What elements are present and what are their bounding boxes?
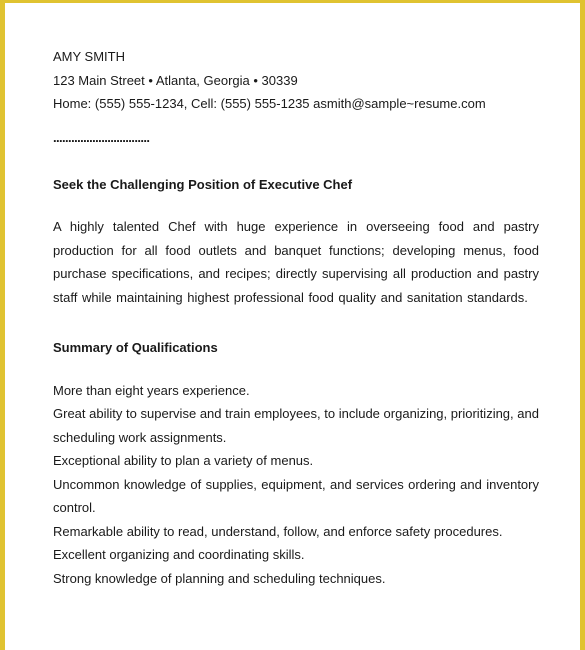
qualifications-heading: Summary of Qualifications: [53, 340, 218, 355]
qualification-item: Uncommon knowledge of supplies, equipment, and services ordering and inventory control.: [53, 476, 539, 515]
objective-heading: Seek the Challenging Position of Executive Chef: [53, 176, 353, 192]
resume-document: [53, 45, 539, 590]
qualification-item: Remarkable ability to read, understand, follow, and enforce safety procedures.: [53, 523, 503, 539]
qualification-item: More than eight years experience.: [53, 382, 250, 398]
objective-text: A highly talented Chef with huge experience in overseeing food and pastry production for all food outlets and banquet functions; developing menus, food purchase specifications, and recipes; directly supervising all production and pastry staff while maintaining highest professional food quality and sanitation standards.: [53, 219, 539, 305]
contact-address: 123 Main Street • Atlanta, Georgia • 30339: [53, 72, 298, 88]
qualification-item: Great ability to supervise and train employees, to include organizing, prioritizing, and scheduling work assignments.: [53, 406, 539, 445]
contact-name: AMY SMITH: [53, 49, 125, 64]
qualifications-list: [53, 379, 539, 591]
qualification-item: Strong knowledge of planning and scheduling techniques.: [53, 570, 386, 586]
qualification-item: Excellent organizing and coordinating skills.: [53, 547, 305, 562]
dotted-divider: ................................: [53, 129, 150, 145]
qualification-item: Exceptional ability to plan a variety of menus.: [53, 453, 314, 468]
contact-phones-email: Home: (555) 555-1234, Cell: (555) 555-1235 asmith@sample~resume.com: [53, 96, 486, 111]
